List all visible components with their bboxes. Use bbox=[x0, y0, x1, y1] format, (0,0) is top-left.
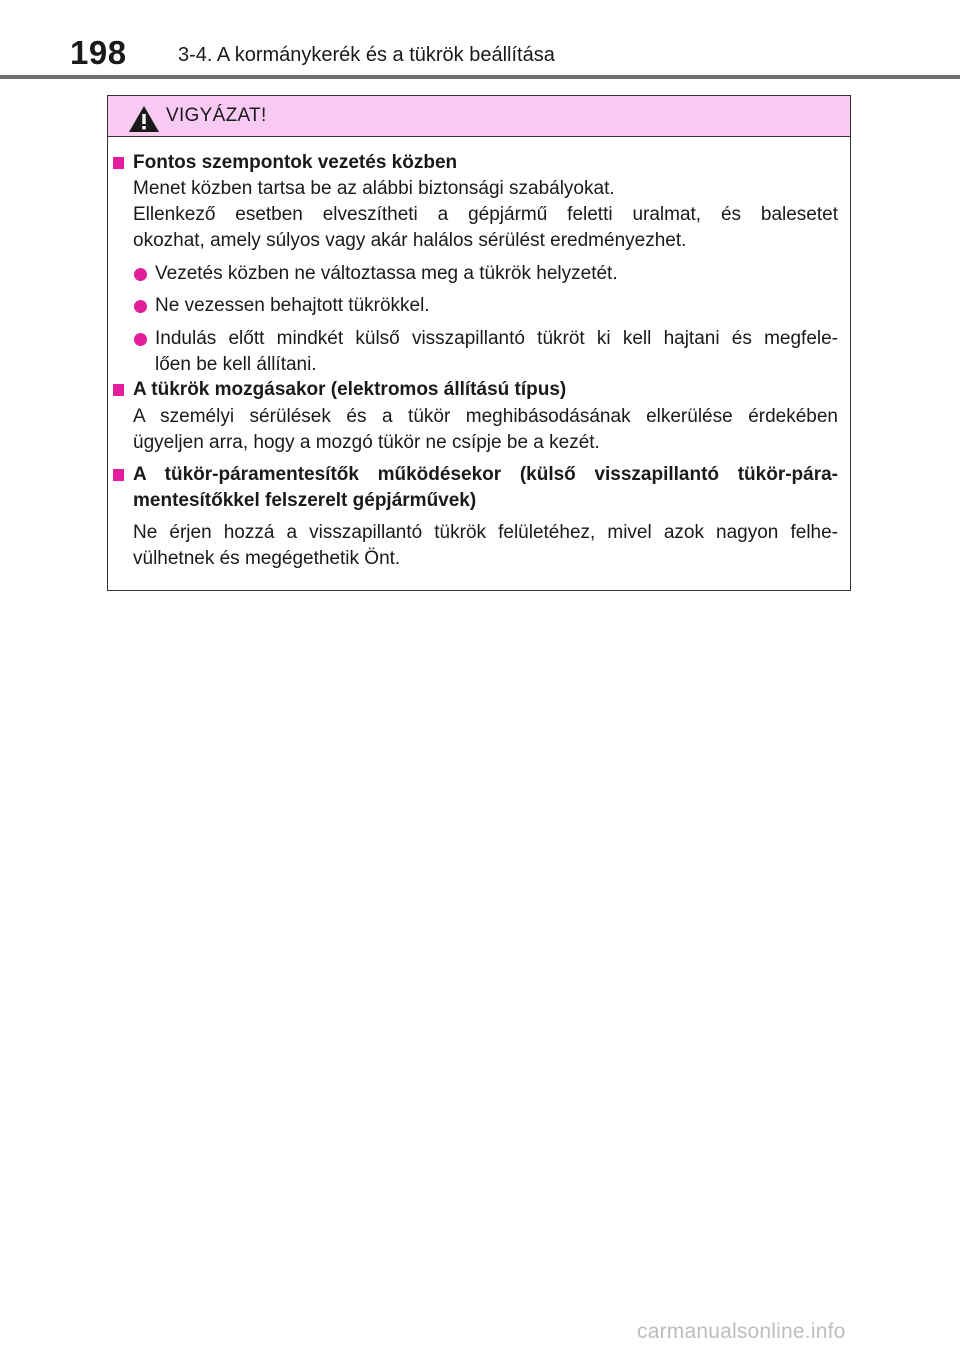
section-heading: A tükrök mozgásakor (elektromos állítású típus) bbox=[133, 379, 567, 400]
warning-box bbox=[107, 95, 851, 591]
square-bullet-icon bbox=[113, 469, 124, 481]
text-line: Vezetés közben ne változtassa meg a tükrök helyzetét. bbox=[155, 263, 618, 284]
header-divider bbox=[0, 75, 960, 79]
paragraph bbox=[133, 404, 838, 456]
round-bullet-icon bbox=[134, 268, 147, 281]
text-line: mentesítőkkel felszerelt gépjárművek) bbox=[133, 490, 477, 511]
text-line: vülhetnek és megégethetik Önt. bbox=[133, 548, 401, 569]
text-line: okozhat, amely súlyos vagy akár halálos sérülést eredményezhet. bbox=[133, 230, 687, 251]
list-item bbox=[155, 326, 838, 378]
round-bullet-icon bbox=[134, 333, 147, 346]
text-line: A tükör-páramentesítők működésekor (külső visszapillantó tükör-pára- bbox=[133, 464, 838, 485]
text-line: ügyeljen arra, hogy a mozgó tükör ne csípje be a kezét. bbox=[133, 432, 600, 453]
text-line: lően be kell állítani. bbox=[155, 354, 317, 375]
section-heading bbox=[133, 462, 838, 514]
warning-triangle-icon bbox=[128, 105, 160, 133]
page-number: 198 bbox=[70, 34, 127, 71]
round-bullet-icon bbox=[134, 300, 147, 313]
section-heading: Fontos szempontok vezetés közben bbox=[133, 152, 458, 173]
text-line: Menet közben tartsa be az alábbi biztonsági szabályokat. bbox=[133, 178, 615, 199]
text-line: Ne vezessen behajtott tükrökkel. bbox=[155, 295, 430, 316]
section-title: 3-4. A kormánykerék és a tükrök beállítása bbox=[178, 44, 555, 66]
square-bullet-icon bbox=[113, 157, 124, 169]
paragraph bbox=[133, 520, 838, 572]
text-line: Ellenkező esetben elveszítheti a gépjármű feletti uralmat, és balesetet bbox=[133, 204, 838, 225]
list-item bbox=[155, 261, 838, 287]
list-item bbox=[155, 293, 838, 319]
text-line: Ne érjen hozzá a visszapillantó tükrök felületéhez, mivel azok nagyon felhe- bbox=[133, 522, 838, 543]
watermark: carmanualsonline.info bbox=[637, 1320, 846, 1343]
square-bullet-icon bbox=[113, 384, 124, 396]
warning-header bbox=[108, 96, 850, 137]
paragraph bbox=[133, 176, 838, 254]
text-line: Indulás előtt mindkét külső visszapillantó tükröt ki kell hajtani és megfele- bbox=[155, 328, 838, 349]
warning-title: VIGYÁZAT! bbox=[166, 105, 267, 126]
text-line: A személyi sérülések és a tükör meghibásodásának elkerülése érdekében bbox=[133, 406, 838, 427]
